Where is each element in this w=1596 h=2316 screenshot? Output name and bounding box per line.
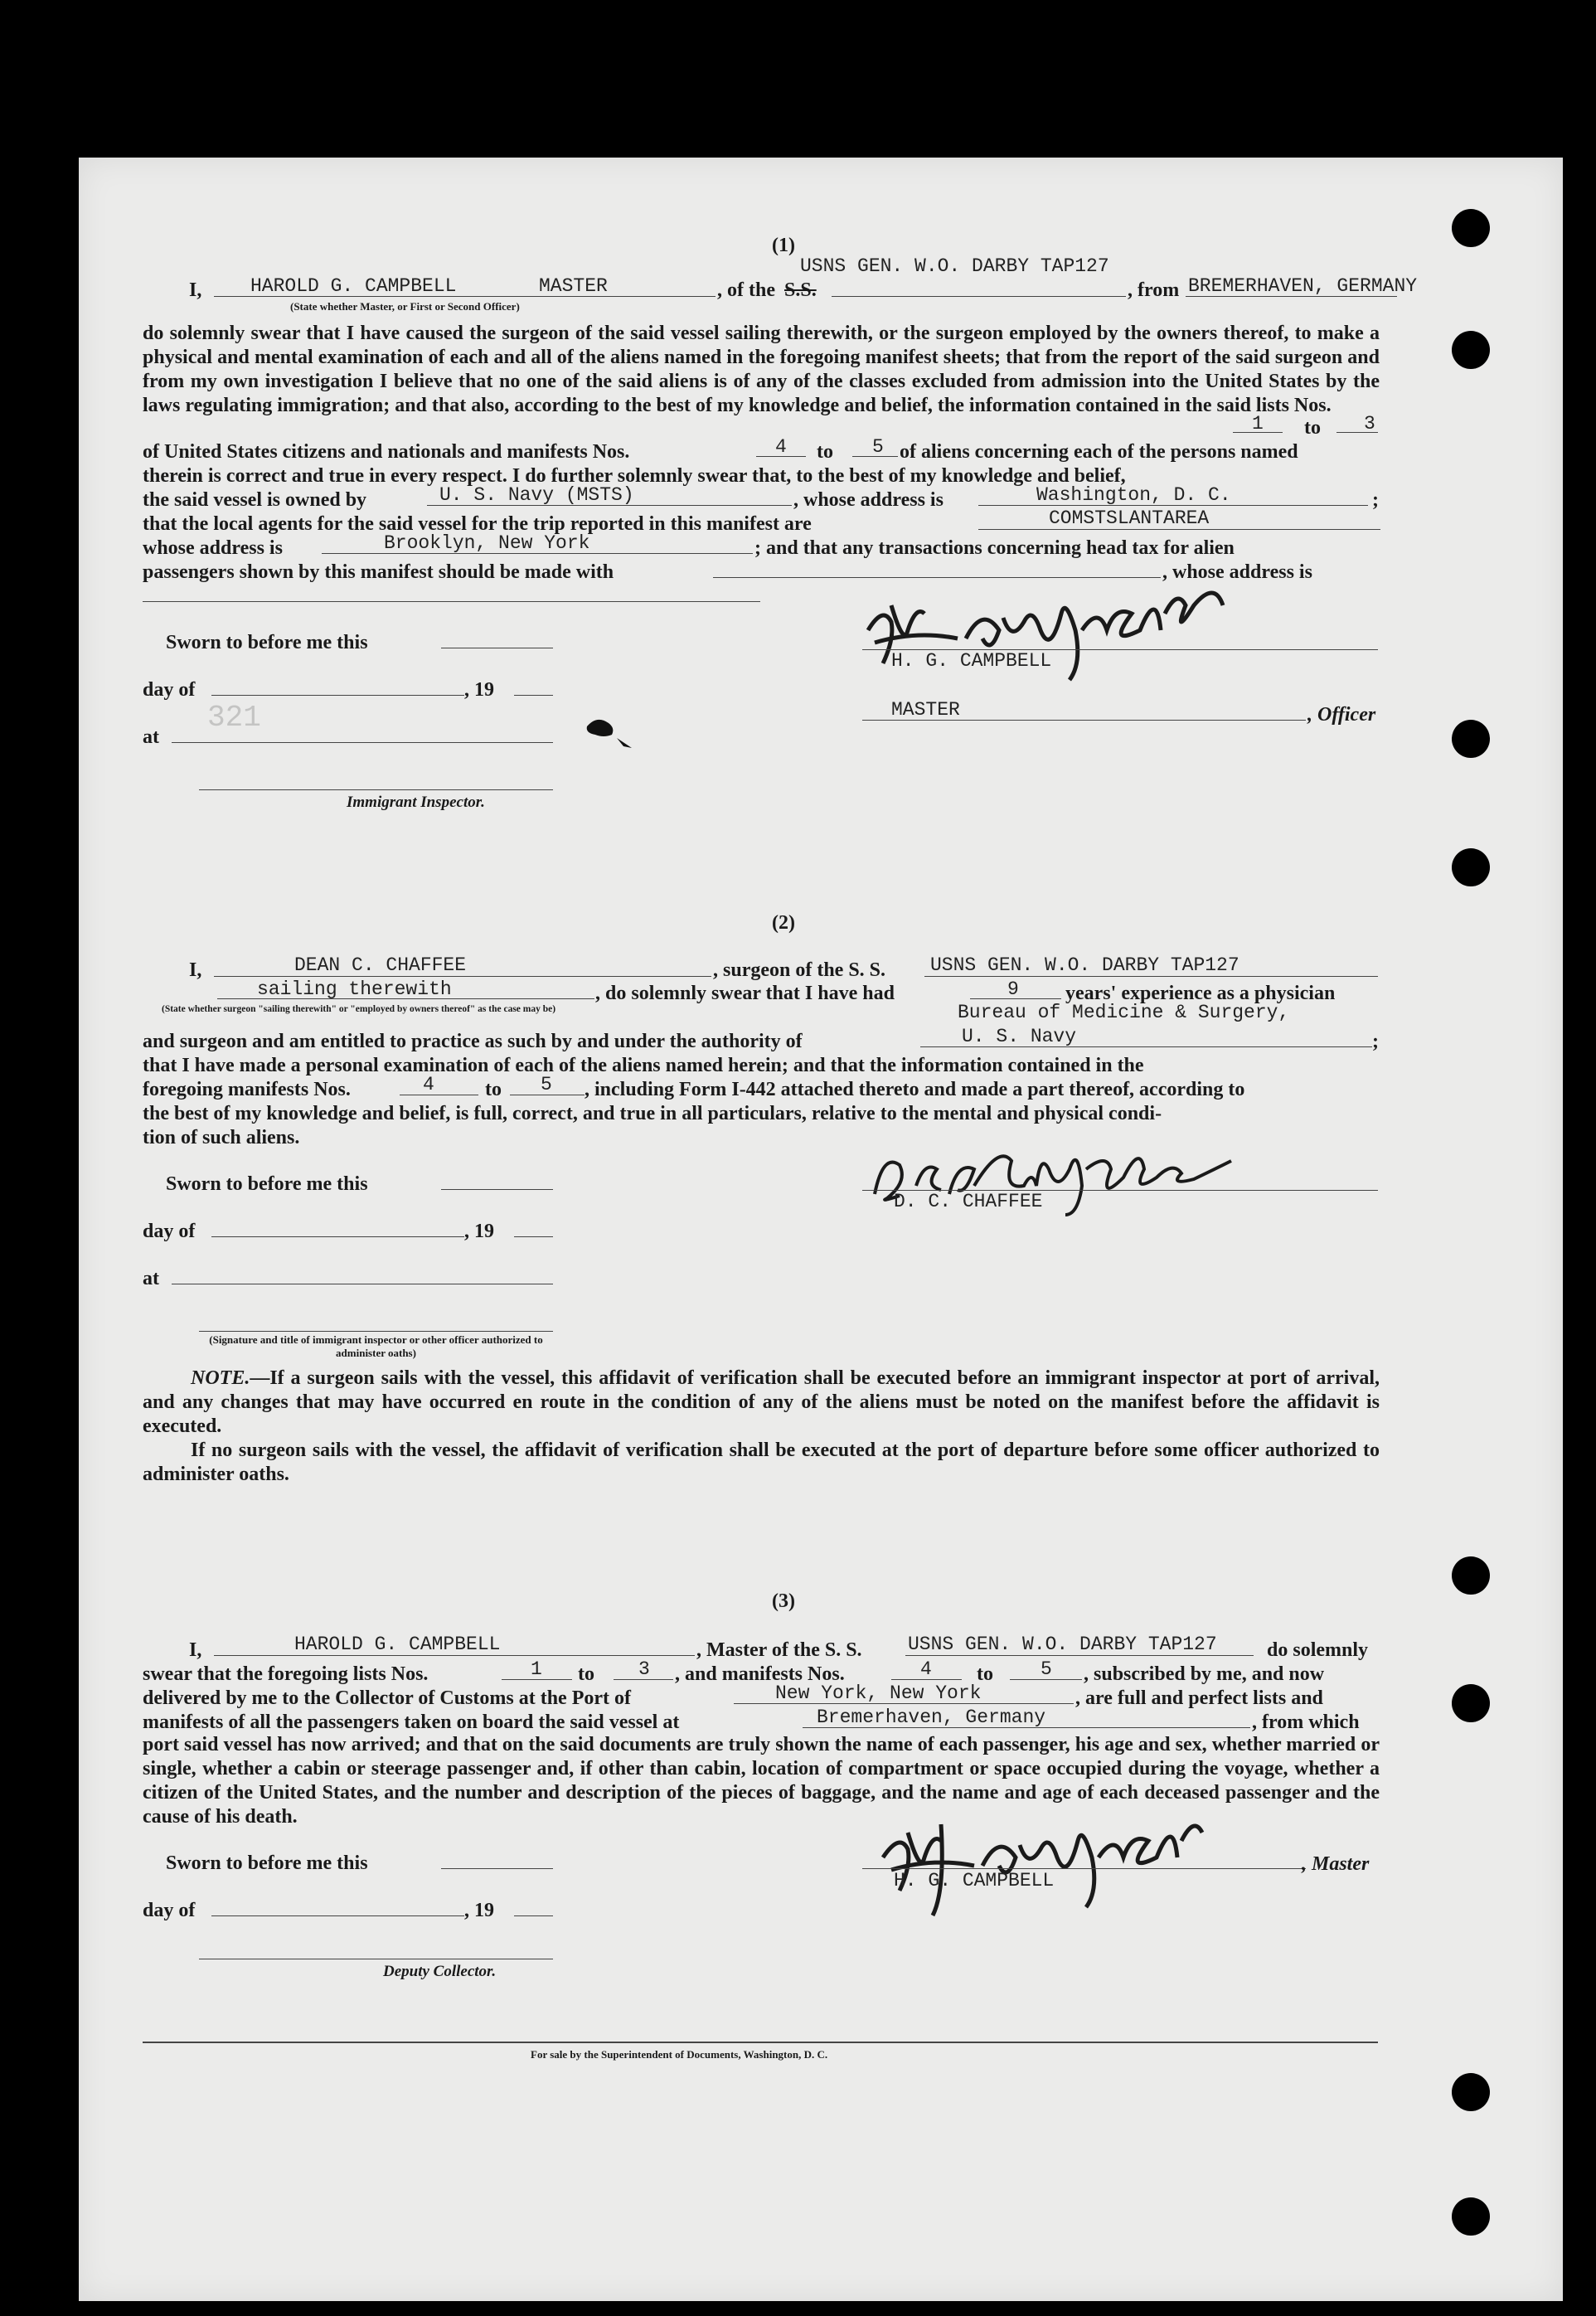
- note-paragraph: NOTE.—If a surgeon sails with the vessel, this affidavit of verification shall be executed before an immigrant inspector at port of arrival, and any changes that may have occurred en route in the condition of any of the aliens must be noted on the manifest before the affidavit is executed.: [143, 1367, 1380, 1437]
- years-experience: 9: [1007, 978, 1019, 1000]
- manifests-from: 4: [423, 1074, 434, 1095]
- printer-note: For sale by the Superintendent of Documents, Washington, D. C.: [531, 2048, 828, 2061]
- vessel-name: USNS GEN. W.O. DARBY TAP127: [800, 255, 1109, 277]
- departure-port: BREMERHAVEN, GERMANY: [1188, 275, 1418, 297]
- section-number: (3): [772, 1590, 795, 1612]
- punch-hole: [1452, 720, 1490, 758]
- oath-paragraph: port said vessel has now arrived; and that on the said documents are truly shown the name of each passenger, his age and sex, whether married or single, whether a cabin or steerage passenger and, if other than cabin, location of compartment or space occupied during the voyage, whether a citizen of the United States, and the number and description of the pieces of baggage, and the name and age of each deceased passenger and the cause of his death.: [143, 1734, 1380, 1828]
- vessel-name: USNS GEN. W.O. DARBY TAP127: [930, 954, 1239, 976]
- from-label: , from: [1128, 279, 1180, 301]
- master-signature: [858, 580, 1248, 688]
- master-suffix-label: , Master: [1302, 1853, 1370, 1875]
- master-typed-name: H. G. CAMPBELL: [894, 1870, 1055, 1891]
- note-paragraph-2: If no surgeon sails with the vessel, the affidavit of verification shall be executed at the port of departure before some officer authorized to administer oaths.: [143, 1440, 1380, 1485]
- lists-from: 1: [531, 1658, 542, 1680]
- arrival-port: New York, New York: [775, 1682, 982, 1704]
- authority-line-2: U. S. Navy: [962, 1026, 1077, 1047]
- surgeon-typed-name: D. C. CHAFFEE: [894, 1191, 1043, 1212]
- sworn-label: Sworn to before me this: [166, 632, 368, 653]
- owner-address: Washington, D. C.: [1036, 484, 1231, 506]
- manifests-to: 5: [872, 436, 884, 458]
- officer-rank: MASTER: [539, 275, 608, 297]
- punch-hole: [1452, 2073, 1490, 2111]
- authority-line-1: Bureau of Medicine & Surgery,: [958, 1002, 1290, 1023]
- punch-hole: [1452, 2197, 1490, 2236]
- ink-blot: [580, 713, 647, 755]
- punch-hole: [1452, 1684, 1490, 1722]
- ss-label: S.S.: [784, 279, 817, 301]
- punch-hole: [1452, 331, 1490, 369]
- lists-to: 3: [638, 1658, 650, 1680]
- lists-from: 1: [1252, 413, 1264, 435]
- master-name: HAROLD G. CAMPBELL: [250, 275, 457, 297]
- local-agents: COMSTSLANTAREA: [1049, 507, 1210, 529]
- faint-stamp: 321: [207, 701, 261, 735]
- manifests-from: 4: [775, 436, 787, 458]
- deputy-collector-caption: Deputy Collector.: [383, 1963, 497, 1980]
- officer-caption: (Signature and title of immigrant inspector or other officer authorized to administer oaths): [209, 1333, 543, 1359]
- master-typed-name: H. G. CAMPBELL: [891, 650, 1052, 672]
- officer-label: , Officer: [1307, 704, 1376, 726]
- section-number: (1): [772, 235, 795, 256]
- status-caption: (State whether surgeon "sailing therewith" or "employed by owners thereof" as the case may be): [162, 1004, 556, 1014]
- vessel-name: USNS GEN. W.O. DARBY TAP127: [908, 1634, 1217, 1655]
- punch-hole: [1452, 848, 1490, 886]
- agents-address: Brooklyn, New York: [384, 532, 590, 554]
- manifests-from: 4: [920, 1658, 932, 1680]
- pronoun-label: I,: [189, 279, 202, 301]
- rank-caption: (State whether Master, or First or Second Officer): [290, 300, 520, 313]
- lists-to: 3: [1364, 413, 1375, 435]
- section-number: (2): [772, 912, 795, 934]
- vessel-owner: U. S. Navy (MSTS): [439, 484, 634, 506]
- manifests-to: 5: [541, 1074, 552, 1095]
- surgeon-name: DEAN C. CHAFFEE: [294, 954, 467, 976]
- immigrant-inspector-caption: Immigrant Inspector.: [347, 794, 485, 811]
- master-signature: [875, 1791, 1239, 1924]
- master-name: HAROLD G. CAMPBELL: [294, 1634, 501, 1655]
- boarding-port: Bremerhaven, Germany: [817, 1707, 1046, 1728]
- manifests-to: 5: [1041, 1658, 1052, 1680]
- master-title: MASTER: [891, 699, 960, 721]
- of-the-label: , of the: [717, 279, 775, 301]
- punch-hole: [1452, 1556, 1490, 1595]
- oath-paragraph: do solemnly swear that I have caused the surgeon of the said vessel sailing therewith, or the surgeon employed by the owners thereof, to make a physical and mental examination of each and all of the aliens named in the foregoing manifest sheets; that from the report of the said surgeon and from my own investigation I believe that no one of the said aliens is of any of the classes excluded from admission into the United States by the laws regulating immigration; and that also, according to the best of my knowledge and belief, the information contained in the said lists Nos.: [143, 323, 1380, 416]
- surgeon-status: sailing therewith: [257, 978, 452, 1000]
